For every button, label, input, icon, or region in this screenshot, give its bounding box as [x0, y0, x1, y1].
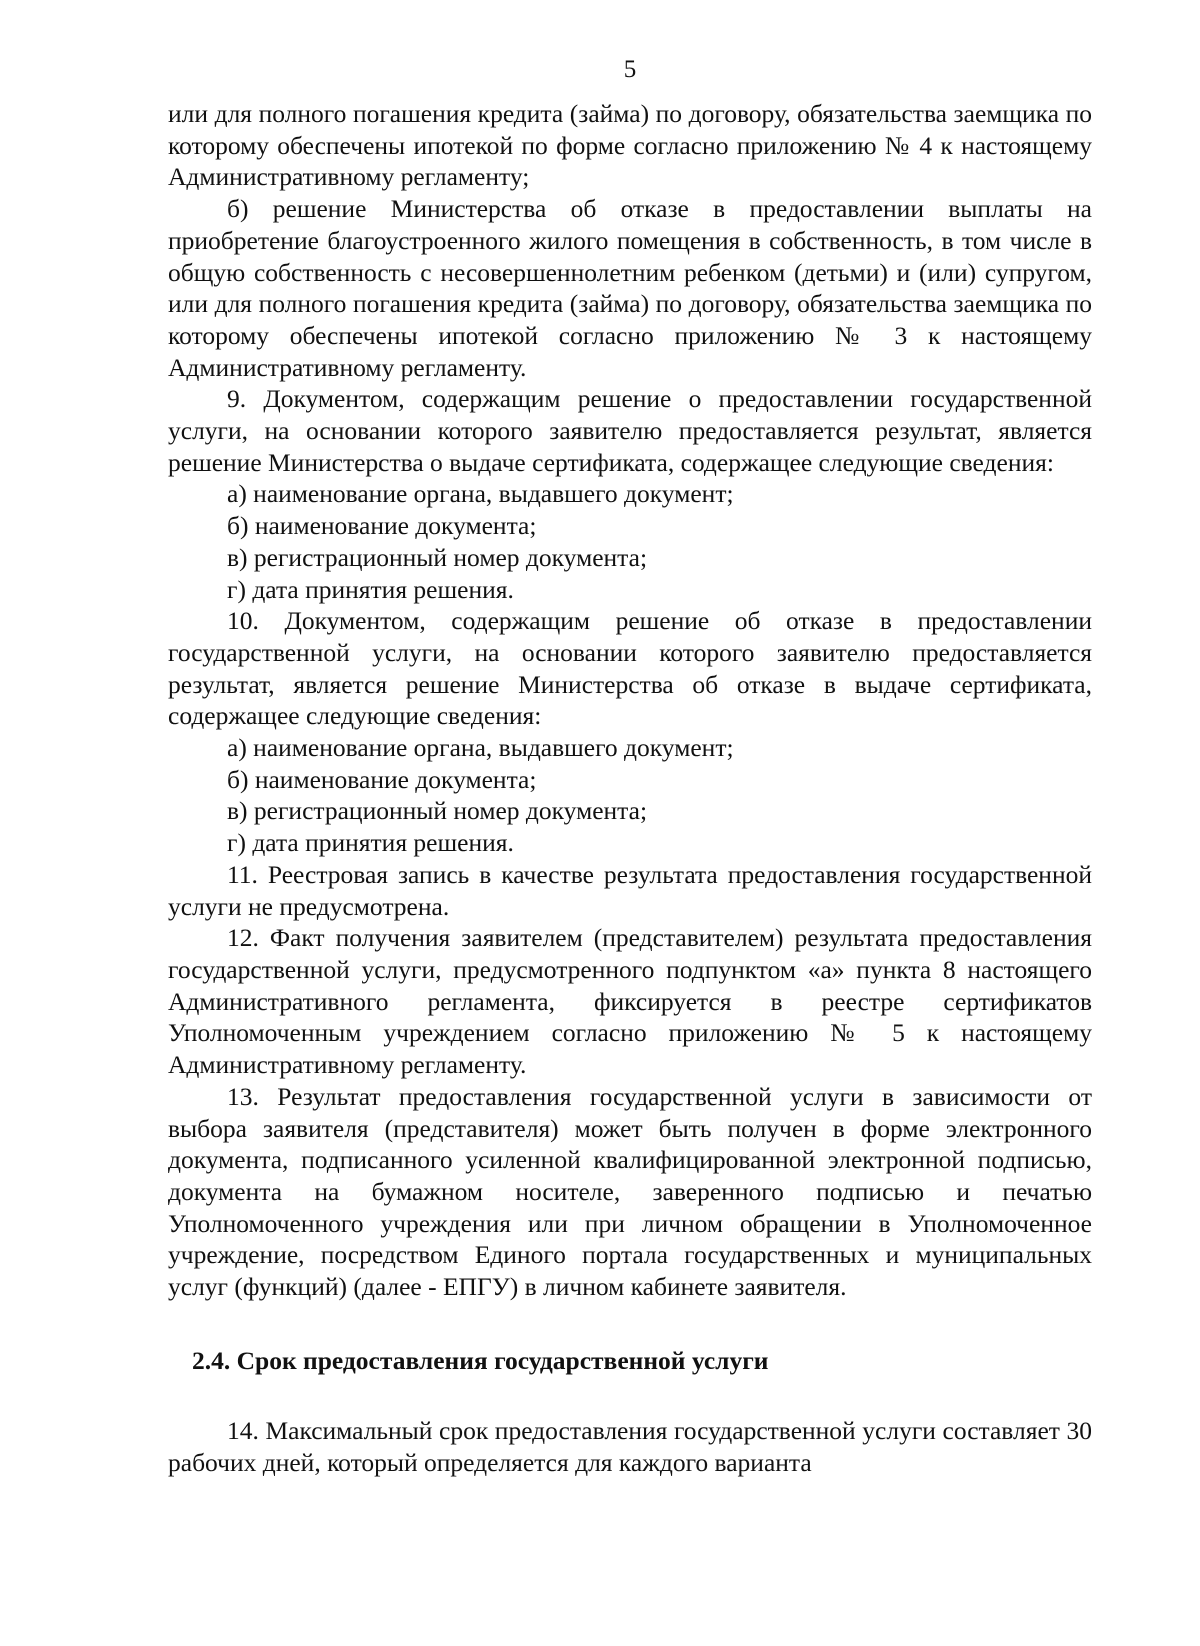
list-item: в) регистрационный номер документа; [227, 796, 648, 826]
list-item: б) наименование документа; [227, 764, 537, 794]
section-heading: 2.4. Срок предоставления государственной услуги [192, 1345, 769, 1375]
paragraph-b: б) решение Министерства об отказе в предоставлении выплаты на приобретение благоустроенного жилого помещения в собственность, в том числе в общую собственность с несовершеннолетним ребенком (детьми) и (или) супругом, или для полного погашения кредита (займа) по договору, обязательства заемщика по которому обеспечены ипотекой согласно приложению № 3 к настоящему Административному регламенту. [168, 194, 1092, 382]
list-item: б) наименование документа; [227, 511, 537, 541]
paragraph-13: 13. Результат предоставления государственной услуги в зависимости от выбора заявителя (представителя) может быть получен в форме электронного документа, подписанного усиленной квалифицированной электронной подписью, документа на бумажном носителе, заверенного подписью и печатью Уполномоченного учреждения или при личном обращении в Уполномоченное учреждение, посредством Единого портала государственных и муниципальных услуг (функций) (далее - ЕПГУ) в личном кабинете заявителя. [168, 1081, 1092, 1302]
list-item: а) наименование органа, выдавшего документ; [227, 733, 734, 763]
list-item: г) дата принятия решения. [227, 574, 514, 604]
page-number: 5 [623, 56, 637, 83]
paragraph-9: 9. Документом, содержащим решение о предоставлении государственной услуги, на основании которого заявителю предоставляется результат, является решение Министерства о выдаче сертификата, содержащее следующие сведения: [168, 384, 1092, 477]
list-item: г) дата принятия решения. [227, 828, 514, 858]
paragraph-11: 11. Реестровая запись в качестве результата предоставления государственной услуги не предусмотрена. [168, 859, 1092, 921]
paragraph-continuation: или для полного погашения кредита (займа) по договору, обязательства заемщика по которому обеспечены ипотекой по форме согласно приложению № 4 к настоящему Административному регламенту; [168, 99, 1092, 192]
paragraph-10: 10. Документом, содержащим решение об отказе в предоставлении государственной услуги, на основании которого заявителю предоставляется результат, является решение Министерства об отказе в выдаче сертификата, содержащее следующие сведения: [168, 606, 1092, 731]
list-item: в) регистрационный номер документа; [227, 542, 648, 572]
list-item: а) наименование органа, выдавшего документ; [227, 479, 734, 509]
document-body [168, 98, 1092, 1479]
paragraph-14: 14. Максимальный срок предоставления государственной услуги составляет 30 рабочих дней, который определяется для каждого варианта [168, 1416, 1092, 1478]
paragraph-12: 12. Факт получения заявителем (представителем) результата предоставления государственной услуги, предусмотренного подпунктом «а» пункта 8 настоящего Административного регламента, фиксируется в реестре сертификатов Уполномоченным учреждением согласно приложению № 5 к настоящему Административному регламенту. [168, 923, 1092, 1080]
